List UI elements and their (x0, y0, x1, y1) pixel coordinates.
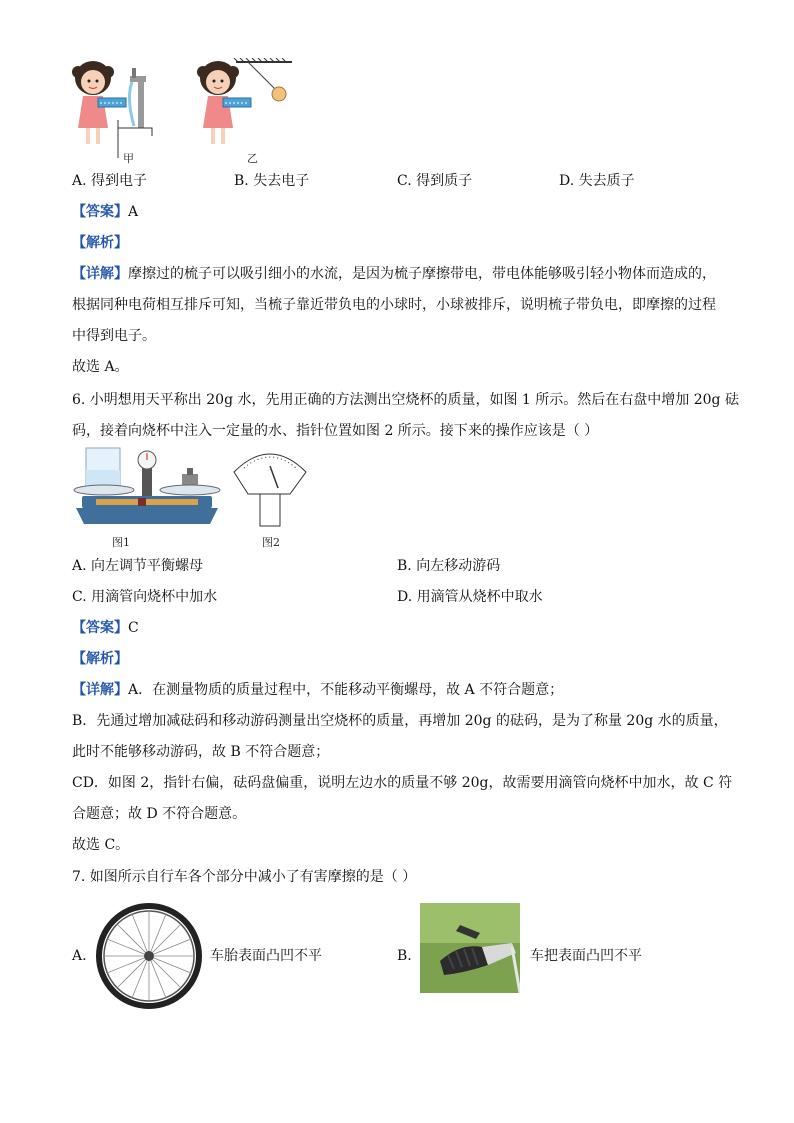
q7-option-b-letter: B. (397, 948, 412, 964)
q6-option-b: B. 向左移动游码 (397, 558, 501, 574)
q6-option-d: D. 用滴管从烧杯中取水 (397, 589, 543, 605)
q5-option-b: B. 失去电子 (234, 173, 310, 189)
q6-detail-line-1 (72, 680, 563, 700)
detail-tag: 【详解】 (72, 266, 128, 282)
hanging-charged-ball (234, 58, 292, 101)
q7-stem: 7. 如图所示自行车各个部分中减小了有害摩擦的是（ ） (72, 869, 417, 885)
answer-value: C (128, 620, 139, 636)
q5-conclusion: 故选 A。 (72, 359, 129, 375)
q6-stem-line-2: 码，接着向烧杯中注入一定量的水、指针位置如图 2 所示。接下来的操作应该是（ ） (72, 423, 599, 439)
q5-option-a: A. 得到电子 (72, 173, 148, 189)
q6-answer (72, 618, 139, 638)
q6-stem-line-1: 6. 小明想用天平称出 20g 水，先用正确的方法测出空烧杯的质量，如图 1 所示。然后在右盘中增加 20g 砝 (72, 392, 739, 408)
figure-2-label: 图2 (262, 536, 280, 549)
q7-option-b-text: 车把表面凸凹不平 (530, 948, 642, 964)
weight-icon (182, 468, 198, 486)
detail-text: 摩擦过的梳子可以吸引细小的水流，是因为梳子摩擦带电，带电体能够吸引轻小物体而造成的， (128, 266, 716, 282)
handlebar-grip-photo (420, 903, 520, 993)
q6-option-a: A. 向左调节平衡螺母 (72, 558, 204, 574)
answer-tag: 【答案】 (72, 620, 128, 636)
faucet-water-stream (118, 68, 152, 158)
analysis-tag: 【解析】 (72, 235, 128, 251)
q7-option-a-text: 车胎表面凸凹不平 (210, 948, 322, 964)
pointer-scale-figure-2 (234, 454, 306, 526)
q6-detail-line-4: CD．如图 2，指针右偏，砝码盘偏重，说明左边水的质量不够 20g，故需要用滴管向烧杯中加水，故 C 符 (72, 775, 733, 791)
q6-detail-line-2: B．先通过增加减砝码和移动游码测量出空烧杯的质量，再增加 20g 的砝码，是为了称量 20g 水的质量， (72, 713, 728, 729)
q5-figure-girls (68, 58, 298, 160)
figure-1-label: 图1 (112, 536, 130, 549)
q5-detail-line-3: 中得到电子。 (72, 328, 156, 344)
q5-detail-line-2: 根据同种电荷相互排斥可知，当梳子靠近带负电的小球时，小球被排斥，说明梳子带负电，即摩擦的过程 (72, 297, 716, 313)
figure-label-yi: 乙 (247, 152, 258, 165)
q5-answer (72, 202, 138, 222)
q7-option-a-letter: A. (72, 948, 87, 964)
girl-with-comb-near-ball (197, 61, 251, 144)
detail-text: A．在测量物质的质量过程中，不能移动平衡螺母，故 A 不符合题意； (128, 682, 564, 698)
q6-detail-line-5: 合题意；故 D 不符合题意。 (72, 806, 247, 822)
q5-detail-line-1 (72, 264, 716, 284)
q6-option-c: C. 用滴管向烧杯中加水 (72, 589, 218, 605)
bicycle-wheel-icon (96, 903, 202, 1009)
figure-label-jia: 甲 (123, 152, 134, 165)
q5-analysis-heading (72, 233, 128, 253)
analysis-tag: 【解析】 (72, 651, 128, 667)
beaker-icon (86, 448, 120, 486)
detail-tag: 【详解】 (72, 682, 128, 698)
q6-analysis-heading (72, 649, 128, 669)
q6-detail-line-3: 此时不能够移动游码，故 B 不符合题意； (72, 744, 330, 760)
q6-figure-balance (72, 446, 322, 534)
q5-option-d: D. 失去质子 (559, 173, 635, 189)
answer-value: A (128, 204, 139, 220)
answer-tag: 【答案】 (72, 204, 128, 220)
q6-conclusion: 故选 C。 (72, 837, 130, 853)
q5-option-c: C. 得到质子 (397, 173, 473, 189)
